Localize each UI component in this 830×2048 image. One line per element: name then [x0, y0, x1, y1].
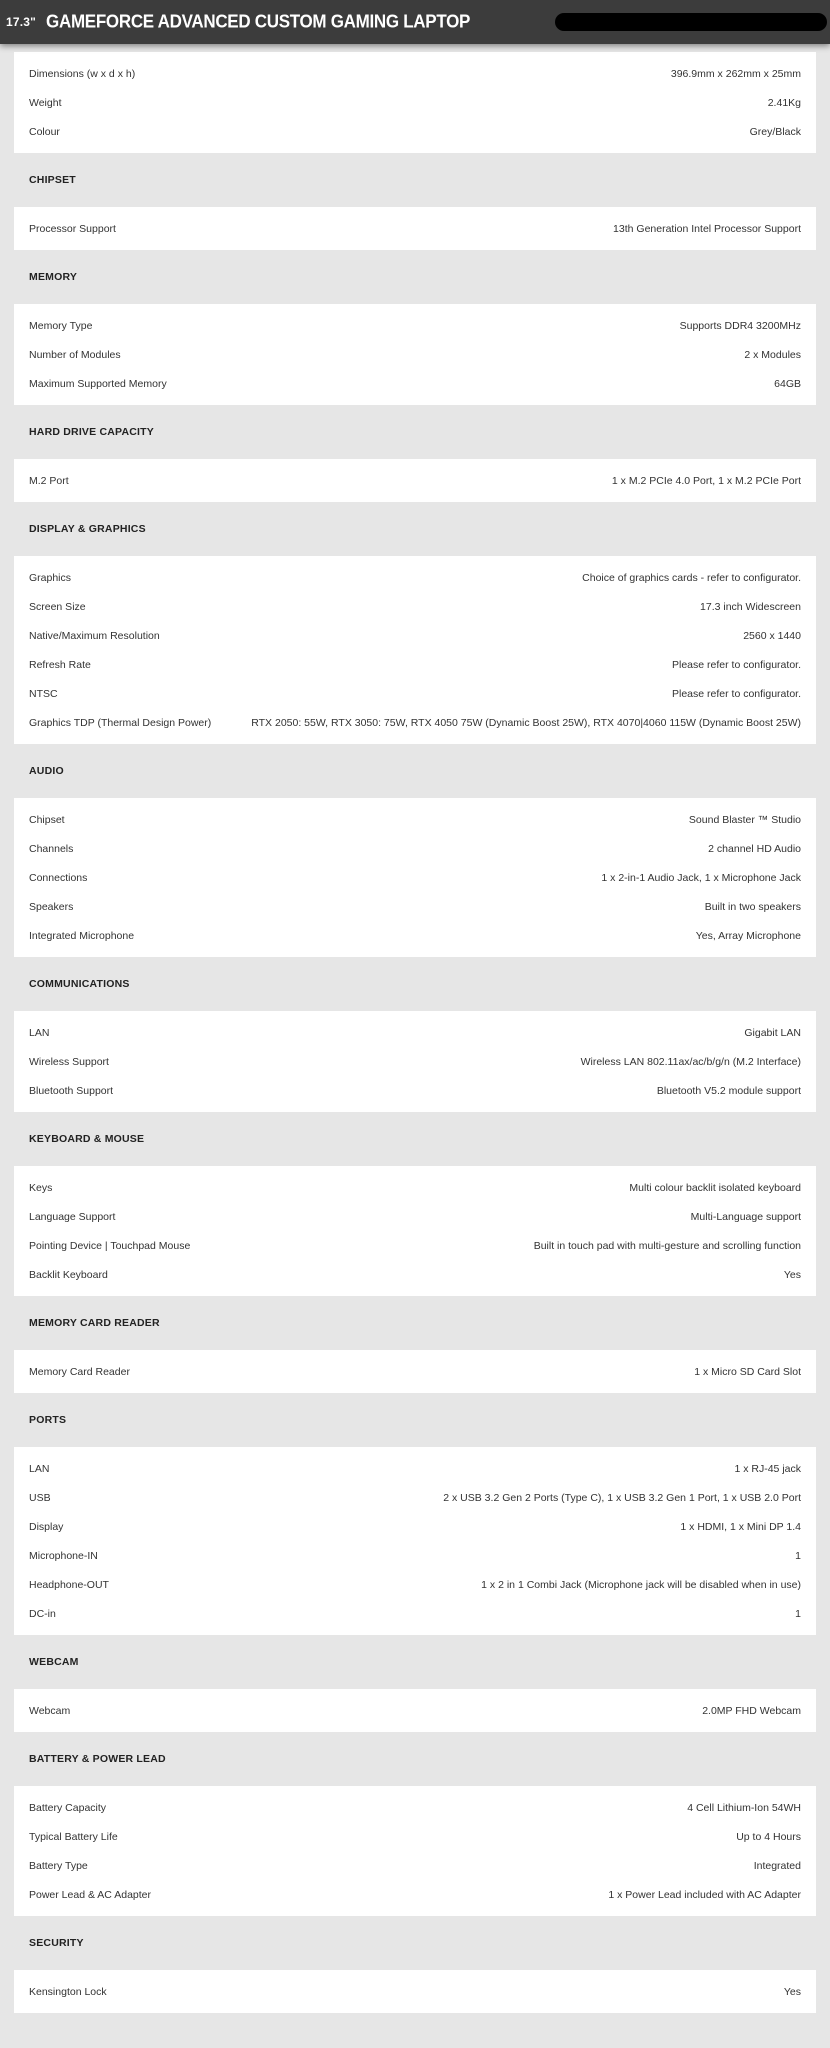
section-title-ports: PORTS	[29, 1414, 67, 1426]
spec-label: Memory Type	[29, 319, 93, 332]
spec-label: Connections	[29, 871, 88, 884]
spec-value: 1 x M.2 PCIe 4.0 Port, 1 x M.2 PCIe Port	[611, 474, 801, 487]
spec-label: Wireless Support	[29, 1055, 109, 1068]
spec-row	[14, 1231, 816, 1260]
section-title-audio: AUDIO	[29, 765, 64, 777]
spec-value: RTX 2050: 55W, RTX 3050: 75W, RTX 4050 75W (Dynamic Boost 25W), RTX 4070|4060 115W (Dynamic Boost 25W)	[251, 716, 801, 729]
spec-label: Headphone-OUT	[29, 1578, 109, 1591]
spec-table-memory-card-reader	[14, 1350, 816, 1393]
spec-row	[14, 311, 816, 340]
spec-label: Language Support	[29, 1210, 116, 1223]
spec-label: Microphone-IN	[29, 1549, 98, 1562]
spec-label: Dimensions (w x d x h)	[29, 67, 136, 80]
spec-table-ports	[14, 1447, 816, 1635]
spec-table-display-and-graphics	[14, 556, 816, 744]
spec-label: Speakers	[29, 900, 74, 913]
spec-label: Memory Card Reader	[29, 1365, 130, 1378]
spec-label: Battery Type	[29, 1859, 88, 1872]
spec-value: Please refer to configurator.	[672, 658, 801, 671]
spec-value: 2560 x 1440	[743, 629, 801, 642]
spec-row	[14, 1076, 816, 1105]
spec-value: 13th Generation Intel Processor Support	[613, 222, 801, 235]
spec-value: Built in touch pad with multi-gesture and scrolling function	[533, 1239, 801, 1252]
spec-value: 1	[795, 1549, 801, 1562]
spec-label: Power Lead & AC Adapter	[29, 1888, 151, 1901]
spec-label: USB	[29, 1491, 51, 1504]
spec-label: Integrated Microphone	[29, 929, 135, 942]
spec-label: NTSC	[29, 687, 58, 700]
spec-table-memory	[14, 304, 816, 405]
spec-value: Built in two speakers	[704, 900, 801, 913]
spec-row	[14, 1018, 816, 1047]
screen-size-badge: 17.3"	[6, 15, 37, 29]
spec-row	[14, 1696, 816, 1725]
section-title-memory-card-reader: MEMORY CARD READER	[29, 1317, 160, 1329]
spec-row	[14, 708, 816, 737]
spec-row	[14, 834, 816, 863]
spec-table-audio	[14, 798, 816, 957]
spec-value: 2 x Modules	[744, 348, 801, 361]
spec-label: Graphics	[29, 571, 72, 584]
spec-value: Wireless LAN 802.11ax/ac/b/g/n (M.2 Interface)	[580, 1055, 801, 1068]
spec-row	[14, 1541, 816, 1570]
spec-table	[14, 52, 816, 153]
spec-row	[14, 1357, 816, 1386]
spec-label: LAN	[29, 1026, 50, 1039]
spec-row	[14, 1202, 816, 1231]
spec-row	[14, 650, 816, 679]
spec-value: 64GB	[774, 377, 801, 390]
spec-value: 4 Cell Lithium-Ion 54WH	[687, 1801, 801, 1814]
spec-label: Number of Modules	[29, 348, 121, 361]
spec-row	[14, 1047, 816, 1076]
section-title-display-and-graphics: DISPLAY & GRAPHICS	[29, 523, 146, 535]
spec-table-chipset	[14, 207, 816, 250]
spec-row	[14, 1599, 816, 1628]
spec-row	[14, 892, 816, 921]
section-title-battery-and-power-lead: BATTERY & POWER LEAD	[29, 1753, 166, 1765]
spec-table-webcam	[14, 1689, 816, 1732]
spec-value: 1 x 2 in 1 Combi Jack (Microphone jack will be disabled when in use)	[481, 1578, 801, 1591]
spec-label: Kensington Lock	[29, 1985, 107, 1998]
spec-value: 17.3 inch Widescreen	[700, 600, 801, 613]
section-title-hard-drive-capacity: HARD DRIVE CAPACITY	[29, 426, 154, 438]
spec-label: Native/Maximum Resolution	[29, 629, 160, 642]
spec-table-keyboard-and-mouse	[14, 1166, 816, 1296]
spec-value: 1 x Micro SD Card Slot	[694, 1365, 801, 1378]
spec-value: 1 x 2-in-1 Audio Jack, 1 x Microphone Jack	[601, 871, 801, 884]
spec-row	[14, 1793, 816, 1822]
spec-row	[14, 592, 816, 621]
spec-value: 2.41Kg	[767, 96, 801, 109]
spec-value: 1 x Power Lead included with AC Adapter	[608, 1888, 801, 1901]
spec-label: Keys	[29, 1181, 53, 1194]
spec-label: Display	[29, 1520, 64, 1533]
spec-row	[14, 679, 816, 708]
spec-row	[14, 466, 816, 495]
spec-label: Bluetooth Support	[29, 1084, 114, 1097]
spec-label: Channels	[29, 842, 74, 855]
spec-value: 396.9mm x 262mm x 25mm	[670, 67, 801, 80]
spec-label: Weight	[29, 96, 62, 109]
spec-row	[14, 88, 816, 117]
spec-label: Maximum Supported Memory	[29, 377, 167, 390]
spec-value: Bluetooth V5.2 module support	[656, 1084, 801, 1097]
spec-value: Multi colour backlit isolated keyboard	[629, 1181, 801, 1194]
spec-row	[14, 1483, 816, 1512]
spec-row	[14, 1880, 816, 1909]
spec-label: Webcam	[29, 1704, 71, 1717]
spec-row	[14, 1512, 816, 1541]
spec-label: Refresh Rate	[29, 658, 91, 671]
spec-content	[14, 52, 816, 2013]
spec-value: 1 x RJ-45 jack	[734, 1462, 801, 1475]
spec-value: Yes	[783, 1985, 801, 1998]
spec-table-hard-drive-capacity	[14, 459, 816, 502]
spec-row	[14, 1822, 816, 1851]
spec-row	[14, 921, 816, 950]
spec-table-security	[14, 1970, 816, 2013]
spec-value: Gigabit LAN	[744, 1026, 801, 1039]
spec-row	[14, 117, 816, 146]
spec-label: Processor Support	[29, 222, 116, 235]
redaction-bar	[555, 13, 827, 31]
spec-value: 2 x USB 3.2 Gen 2 Ports (Type C), 1 x USB 3.2 Gen 1 Port, 1 x USB 2.0 Port	[443, 1491, 801, 1504]
spec-label: Colour	[29, 125, 60, 138]
page-header	[0, 0, 830, 44]
spec-row	[14, 1173, 816, 1202]
spec-label: DC-in	[29, 1607, 56, 1620]
spec-value: Multi-Language support	[690, 1210, 801, 1223]
section-title-keyboard-and-mouse: KEYBOARD & MOUSE	[29, 1133, 145, 1145]
spec-label: Chipset	[29, 813, 65, 826]
spec-value: Yes, Array Microphone	[695, 929, 801, 942]
spec-label: Pointing Device | Touchpad Mouse	[29, 1239, 191, 1252]
spec-label: Typical Battery Life	[29, 1830, 118, 1843]
spec-label: Screen Size	[29, 600, 86, 613]
spec-row	[14, 1851, 816, 1880]
section-title-memory: MEMORY	[29, 271, 78, 283]
spec-row	[14, 621, 816, 650]
spec-table-communications	[14, 1011, 816, 1112]
spec-value: Supports DDR4 3200MHz	[679, 319, 801, 332]
spec-row	[14, 214, 816, 243]
spec-label: Battery Capacity	[29, 1801, 107, 1814]
spec-row	[14, 863, 816, 892]
section-title-security: SECURITY	[29, 1937, 84, 1949]
spec-row	[14, 805, 816, 834]
spec-value: Up to 4 Hours	[736, 1830, 801, 1843]
spec-row	[14, 1454, 816, 1483]
spec-row	[14, 1977, 816, 2006]
spec-label: LAN	[29, 1462, 50, 1475]
spec-value: Please refer to configurator.	[672, 687, 801, 700]
spec-value: 2 channel HD Audio	[708, 842, 801, 855]
spec-label: M.2 Port	[29, 474, 69, 487]
spec-value: 1	[795, 1607, 801, 1620]
spec-value: 2.0MP FHD Webcam	[702, 1704, 801, 1717]
spec-label: Backlit Keyboard	[29, 1268, 108, 1281]
spec-row	[14, 59, 816, 88]
spec-row	[14, 369, 816, 398]
spec-label: Graphics TDP (Thermal Design Power)	[29, 716, 212, 729]
section-title-chipset: CHIPSET	[29, 174, 76, 186]
section-title-webcam: WEBCAM	[29, 1656, 79, 1668]
spec-table-battery-and-power-lead	[14, 1786, 816, 1916]
spec-row	[14, 1570, 816, 1599]
spec-row	[14, 1260, 816, 1289]
spec-value: Choice of graphics cards - refer to configurator.	[582, 571, 801, 584]
spec-row	[14, 563, 816, 592]
spec-value: 1 x HDMI, 1 x Mini DP 1.4	[680, 1520, 801, 1533]
spec-value: Integrated	[753, 1859, 801, 1872]
spec-row	[14, 340, 816, 369]
section-title-communications: COMMUNICATIONS	[29, 978, 130, 990]
spec-value: Sound Blaster ™ Studio	[688, 813, 801, 826]
product-title: GAMEFORCE ADVANCED CUSTOM GAMING LAPTOP	[46, 11, 471, 32]
spec-value: Grey/Black	[749, 125, 801, 138]
spec-value: Yes	[783, 1268, 801, 1281]
